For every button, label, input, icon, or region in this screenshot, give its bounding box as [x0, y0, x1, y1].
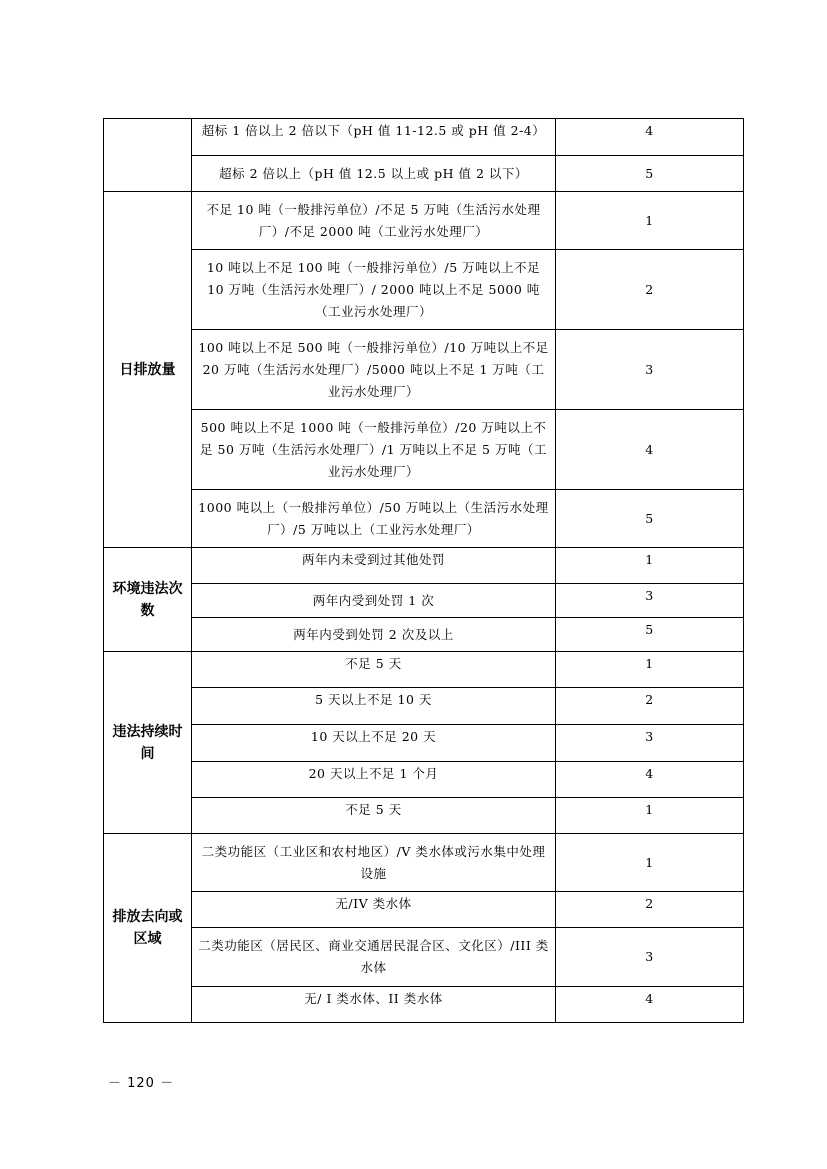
condition-cell: 二类功能区（工业区和农村地区）/V 类水体或污水集中处理设施: [192, 834, 556, 892]
score-cell: 2: [556, 688, 744, 725]
table-row: [104, 490, 744, 548]
table-row: [104, 156, 744, 192]
score-cell: 1: [556, 548, 744, 584]
score-cell: 4: [556, 762, 744, 798]
condition-cell: 超标 2 倍以上（pH 值 12.5 以上或 pH 值 2 以下）: [192, 156, 556, 192]
score-cell: 2: [556, 892, 744, 928]
condition-cell: 10 吨以上不足 100 吨（一般排污单位）/5 万吨以上不足 10 万吨（生活污水处理厂）/ 2000 吨以上不足 5000 吨（工业污水处理厂）: [192, 250, 556, 330]
score-cell: 4: [556, 119, 744, 156]
score-cell: 4: [556, 410, 744, 490]
score-cell: 3: [556, 330, 744, 410]
score-cell: 3: [556, 928, 744, 987]
table-row: [104, 798, 744, 834]
condition-cell: 100 吨以上不足 500 吨（一般排污单位）/10 万吨以上不足 20 万吨（生活污水处理厂）/5000 吨以上不足 1 万吨（工业污水处理厂）: [192, 330, 556, 410]
table-row: [104, 250, 744, 330]
condition-cell: 500 吨以上不足 1000 吨（一般排污单位）/20 万吨以上不足 50 万吨（生活污水处理厂）/1 万吨以上不足 5 万吨（工业污水处理厂）: [192, 410, 556, 490]
condition-cell: 20 天以上不足 1 个月: [192, 762, 556, 798]
scoring-table: [103, 118, 744, 1023]
table-row: [104, 652, 744, 688]
condition-cell: 不足 10 吨（一般排污单位）/不足 5 万吨（生活污水处理厂）/不足 2000 吨（工业污水处理厂）: [192, 192, 556, 250]
page-number: － 120 －: [108, 1076, 175, 1091]
table-row: [104, 762, 744, 798]
table-row: [104, 584, 744, 618]
condition-cell: 两年内受到处罚 2 次及以上: [192, 618, 556, 652]
condition-cell: 无/IV 类水体: [192, 892, 556, 928]
condition-cell: 不足 5 天: [192, 798, 556, 834]
condition-cell: 5 天以上不足 10 天: [192, 688, 556, 725]
score-cell: 5: [556, 490, 744, 548]
category-cell: [104, 119, 192, 192]
table-row: [104, 987, 744, 1023]
table-row: [104, 688, 744, 725]
condition-cell: 二类功能区（居民区、商业交通居民混合区、文化区）/III 类水体: [192, 928, 556, 987]
condition-cell: 超标 1 倍以上 2 倍以下（pH 值 11-12.5 或 pH 值 2-4）: [192, 119, 556, 156]
table-row: [104, 892, 744, 928]
table-row: [104, 725, 744, 762]
condition-cell: 1000 吨以上（一般排污单位）/50 万吨以上（生活污水处理厂）/5 万吨以上（工业污水处理厂）: [192, 490, 556, 548]
table-row: [104, 548, 744, 584]
table-row: [104, 192, 744, 250]
score-cell: 3: [556, 725, 744, 762]
table-row: [104, 618, 744, 652]
condition-cell: 10 天以上不足 20 天: [192, 725, 556, 762]
category-cell: 排放去向或区域: [104, 834, 192, 1023]
score-cell: 1: [556, 192, 744, 250]
score-cell: 4: [556, 987, 744, 1023]
score-cell: 2: [556, 250, 744, 330]
category-cell: 日排放量: [104, 192, 192, 548]
score-cell: 5: [556, 156, 744, 192]
table-row: [104, 928, 744, 987]
score-cell: 1: [556, 798, 744, 834]
score-cell: 5: [556, 618, 744, 652]
condition-cell: 两年内受到处罚 1 次: [192, 584, 556, 618]
category-cell: 环境违法次数: [104, 548, 192, 652]
table-row: [104, 119, 744, 156]
table-row: [104, 410, 744, 490]
score-cell: 3: [556, 584, 744, 618]
condition-cell: 不足 5 天: [192, 652, 556, 688]
condition-cell: 两年内未受到过其他处罚: [192, 548, 556, 584]
table-row: [104, 330, 744, 410]
category-cell: 违法持续时间: [104, 652, 192, 834]
condition-cell: 无/ I 类水体、II 类水体: [192, 987, 556, 1023]
score-cell: 1: [556, 834, 744, 892]
score-cell: 1: [556, 652, 744, 688]
table-row: [104, 834, 744, 892]
